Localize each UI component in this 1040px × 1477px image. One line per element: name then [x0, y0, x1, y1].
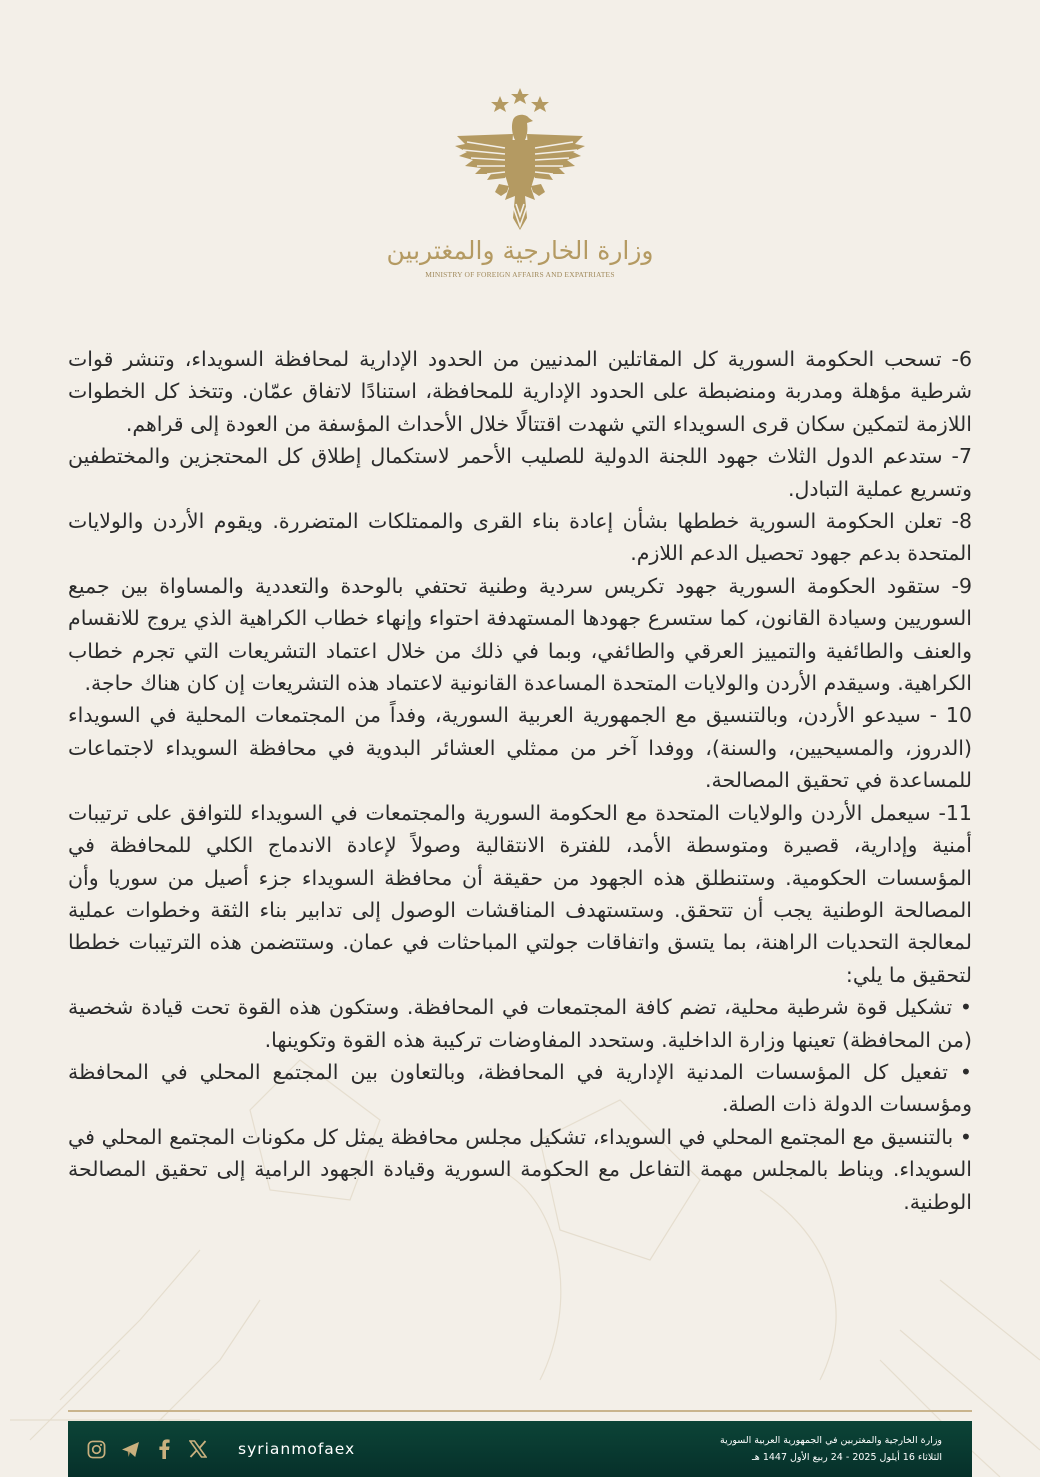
paragraph-number: 10 -: [929, 703, 972, 728]
paragraph-number: 7-: [951, 444, 972, 469]
paragraph-text: سيعمل الأردن والولايات المتحدة مع الحكومة السورية والمجتمعات في السويداء للتوافق على ترتيبات أمنية وإدارية، قصيرة ومتوسطة الأمد، للفترة الانتقالية وصولاً لإعادة الاندماج الكلي للمحافظة في المؤسسات الحكومية. وستنطلق هذه الجهود من حقيقة أن محافظة السويداء جزء أصيل من سوريا وأن المصالحة الوطنية يجب أن تتحقق. وستستهدف المناقشات الوصول إلى تدابير بناء الثقة وخطوات عملية لمعالجة التحديات الراهنة، بما يتسق واتفاقات جولتي المباحثات في عمان. وستتضمن هذه الترتيبات خططا لتحقيق ما يلي:: [68, 800, 972, 987]
paragraph-7: [68, 440, 972, 505]
paragraph-number: 8-: [951, 509, 972, 534]
paragraph-text: تسحب الحكومة السورية كل المقاتلين المدنيين من الحدود الإدارية لمحافظة السويداء، وتنشر قوات شرطية مؤهلة ومدربة ومنضبطة على الحدود الإدارية للمحافظة، استنادًا لاتفاق عمّان. وتتخذ كل الخطوات اللازمة لتمكين سكان قرى السويداء التي شهدت اقتتالًا خلال الأحداث المؤسفة من العودة إلى قراهم.: [68, 347, 972, 436]
bullet-item-3: [68, 1121, 972, 1218]
bullet-item-2: [68, 1056, 972, 1121]
bullet-icon: •: [959, 995, 972, 1020]
footer-bar: [68, 1421, 972, 1477]
bullet-text: بالتنسيق مع المجتمع المحلي في السويداء، تشكيل مجلس محافظة يمثل كل مكونات المجتمع المحلي في السويداء. ويناط بالمجلس مهمة التفاعل مع الحكومة السورية وقيادة الجهود الرامية إلى تحقيق المصالحة الوطنية.: [68, 1124, 972, 1214]
paragraph-text: سيدعو الأردن، وبالتنسيق مع الجمهورية العربية السورية، وفداً من المجتمعات المحلية في السويداء (الدروز، والمسيحيين، والسنة)، ووفدا آخر من ممثلي العشائر البدوية في محافظة السويداء لاجتماعات للمساعدة في تحقيق المصالحة.: [68, 703, 972, 793]
footer-info: [720, 1432, 942, 1466]
bullet-text: تشكيل قوة شرطية محلية، تضم كافة المجتمعات في المحافظة. وستكون هذه القوة تحت قيادة شخصية (من المحافظة) تعينها وزارة الداخلية. وستحدد المفاوضات تركيبة هذه القوة وتكوينها.: [68, 995, 972, 1052]
bullet-item-1: [68, 991, 972, 1056]
paragraph-text: تعلن الحكومة السورية خططها بشأن إعادة بناء القرى والممتلكات المتضررة. ويقوم الأردن والولايات المتحدة بدعم جهود تحصيل الدعم اللازم.: [68, 509, 972, 566]
paragraph-text: ستدعم الدول الثلاث جهود اللجنة الدولية للصليب الأحمر لاستكمال إطلاق كل المحتجزين والمختطفين وتسريع عملية التبادل.: [68, 444, 972, 501]
paragraph-8: [68, 505, 972, 570]
eagle-emblem-icon: [455, 88, 585, 230]
statement-body: [68, 343, 972, 1218]
paragraph-number: 9-: [951, 573, 972, 598]
bullet-icon: •: [959, 1124, 972, 1149]
social-links: [86, 1439, 355, 1459]
telegram-icon[interactable]: [120, 1439, 140, 1459]
paragraph-9: [68, 570, 972, 700]
paragraph-10: [68, 699, 972, 796]
x-icon[interactable]: [188, 1439, 208, 1459]
facebook-icon[interactable]: [154, 1439, 174, 1459]
paragraph-number: 6-: [951, 347, 972, 371]
footer-date: الثلاثاء 16 أيلول 2025 - 24 ربيع الأول 1447 هـ: [751, 1452, 942, 1463]
bullet-text: تفعيل كل المؤسسات المدنية الإدارية في المحافظة، وبالتعاون بين المجتمع المحلي في المحافظة ومؤسسات الدولة ذات الصلة.: [68, 1059, 972, 1117]
social-handle[interactable]: syrianmofaex: [238, 1440, 356, 1458]
footer-organization: وزارة الخارجية والمغتربين في الجمهورية العربية السورية: [720, 1435, 942, 1446]
ministry-name-english: MINISTRY OF FOREIGN AFFAIRS AND EXPATRIATES: [425, 270, 615, 279]
footer-divider: [68, 1410, 972, 1412]
paragraph-11: [68, 797, 972, 991]
instagram-icon[interactable]: [86, 1439, 106, 1459]
paragraph-number: 11-: [938, 800, 972, 825]
ministry-name-arabic: وزارة الخارجية والمغتربين: [386, 236, 654, 265]
paragraph-6: [68, 343, 972, 440]
paragraph-text: ستقود الحكومة السورية جهود تكريس سردية وطنية تحتفي بالوحدة والتعددية والمساواة بين جميع السوريين وسيادة القانون، كما ستسرع جهودها المستهدفة احتواء وإنهاء خطاب الكراهية الذي يروج للانقسام والعنف والطائفية والتمييز العرقي والطائفي، وبما في ذلك من خلال اعتماد التشريعات التي تجرم خطاب الكراهية. وسيقدم الأردن والولايات المتحدة المساعدة القانونية لاعتماد هذه التشريعات إن كان هناك حاجة.: [68, 573, 972, 696]
letterhead: [0, 88, 1040, 279]
bullet-icon: •: [959, 1059, 972, 1084]
